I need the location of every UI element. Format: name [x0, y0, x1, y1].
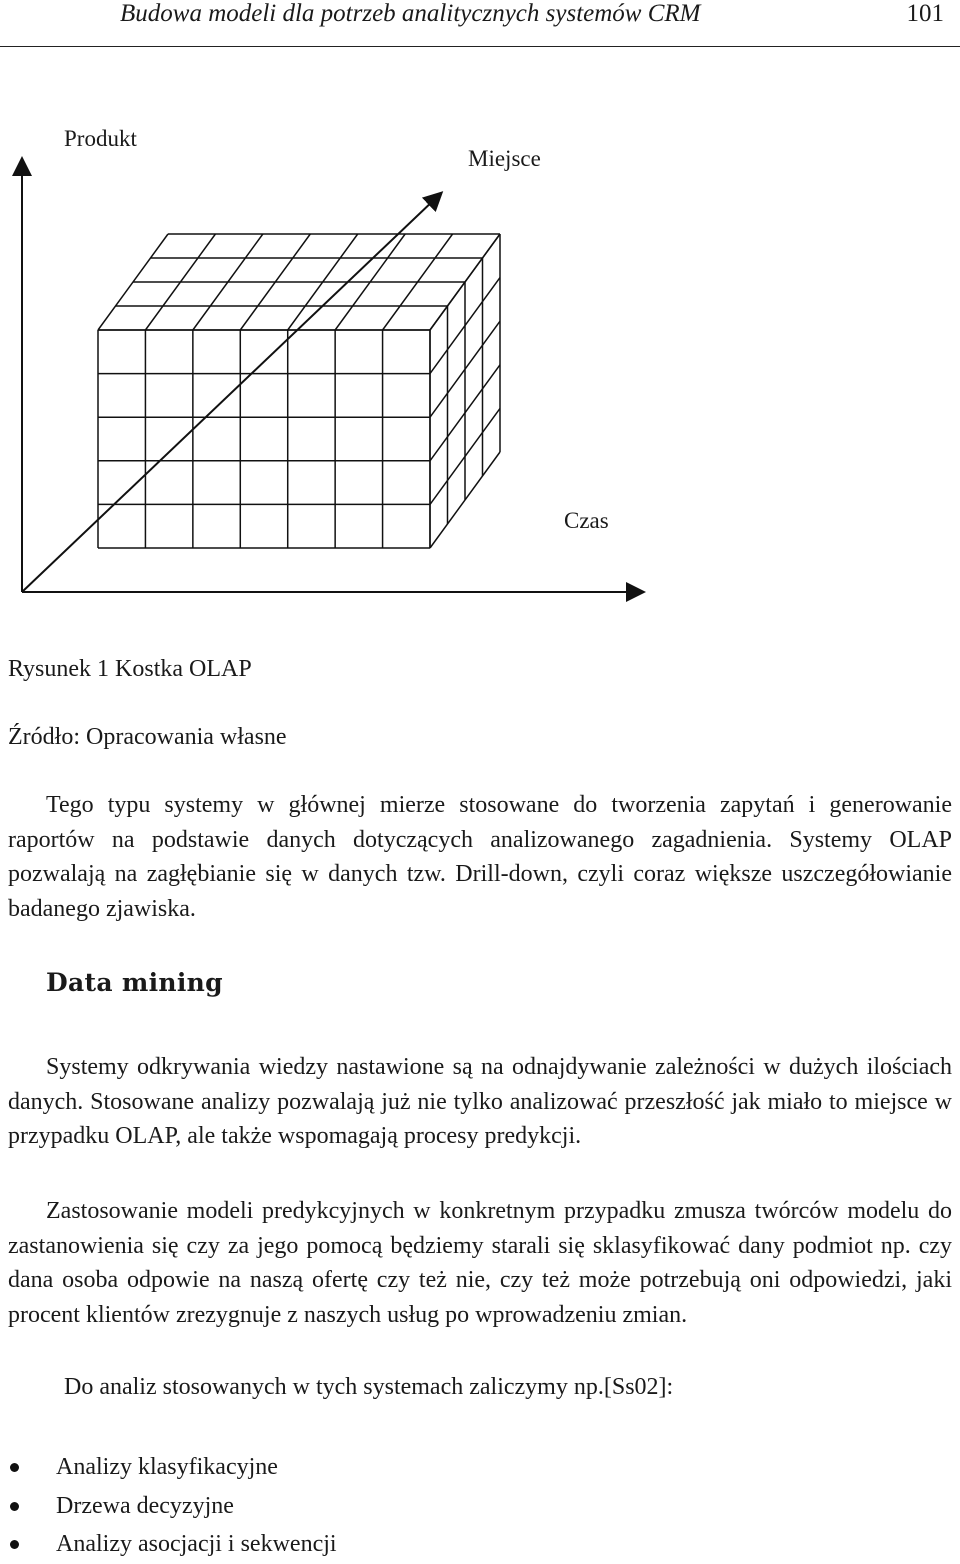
- list-item: Analizy asocjacji i sekwencji: [0, 1525, 337, 1564]
- place-axis-label: Miejsce: [468, 146, 541, 171]
- data-mining-paragraph-2: Zastosowanie modeli predykcyjnych w konkretnym przypadku zmusza twórców modelu do zastanowienia się czy za jego pomocą będziemy starali się sklasyfikować dany podmiot np. czy dana osoba odpowie na naszą ofertę czy też nie, czy też może potrzebują oni odpowiedzi, jaki procent klientów zrezygnuje z naszych usług po wprowadzeniu zmian.: [8, 1198, 952, 1328]
- data-mining-paragraph-1: Systemy odkrywania wiedzy nastawione są na odnajdywanie zależności w dużych ilościach danych. Stosowane analizy pozwalają już nie tylko analizować przeszłość jak miało to miejsce w przypadku OLAP, ale także wspomagają procesy predykcji.: [8, 1054, 952, 1149]
- bullet-icon: [10, 1540, 19, 1549]
- page-number: 101: [906, 0, 944, 27]
- time-axis-label: Czas: [564, 508, 609, 533]
- olap-cube-figure: [0, 110, 700, 620]
- analyses-list: [0, 1448, 337, 1564]
- figure-source: Źródło: Opracowania własne: [8, 724, 287, 750]
- bullet-icon: [10, 1463, 19, 1472]
- running-title: Budowa modeli dla potrzeb analitycznych systemów CRM: [120, 0, 701, 27]
- olap-cube-diagram: [0, 110, 700, 620]
- olap-cube: [98, 234, 500, 548]
- list-item: Drzewa decyzyjne: [0, 1487, 337, 1526]
- place-axis: [22, 198, 436, 592]
- list-item: Analizy klasyfikacyjne: [0, 1448, 337, 1487]
- analyses-intro-paragraph: Do analiz stosowanych w tych systemach zaliczymy np.[Ss02]:: [64, 1374, 674, 1400]
- product-axis-label: Produkt: [64, 126, 137, 151]
- figure-caption: Rysunek 1 Kostka OLAP: [8, 656, 252, 682]
- intro-paragraph: Tego typu systemy w głównej mierze stosowane do tworzenia zapytań i generowanie raportów na podstawie danych dotyczących analizowanego zagadnienia. Systemy OLAP pozwalają na zagłębianie się w danych tzw. Drill-down, czyli coraz większe uszczegółowianie badanego zjawiska.: [8, 792, 952, 922]
- bullet-icon: [10, 1502, 19, 1511]
- page-header: [0, 0, 960, 47]
- section-heading: Data mining: [46, 968, 223, 997]
